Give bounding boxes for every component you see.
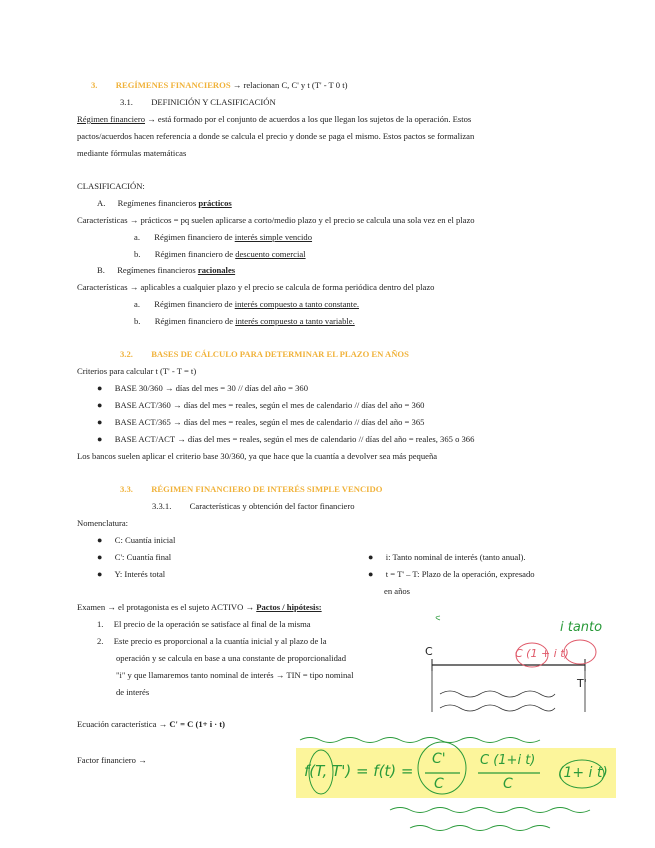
- handwritten-frac2-den: C: [503, 776, 513, 792]
- bases-note: Los bancos suelen aplicar el criterio base 30/360, ya que hace que la cuantía a devolver sea más pequeña: [77, 451, 438, 461]
- handwritten-frac1-num: C': [432, 751, 446, 767]
- nomen-left-3-text: Y: Interés total: [114, 569, 166, 579]
- definition-text-1: → está formado por el conjunto de acuerdos a los que llegan los sujetos de la operación. Estos: [147, 114, 472, 124]
- definition-term: Régimen financiero: [77, 114, 146, 124]
- exam-point-1-number: 1.: [97, 619, 104, 629]
- section-3-2-number: 3.2.: [120, 349, 133, 359]
- note-scribble-2: [440, 705, 555, 711]
- bases-intro: Criterios para calcular t (T' - T = t): [77, 366, 197, 376]
- section-3-1-title: DEFINICIÓN Y CLASIFICACIÓN: [151, 97, 276, 107]
- bullet-icon: ●: [97, 417, 103, 427]
- class-b-item-1-underlined: interés compuesto a tanto constante.: [234, 299, 360, 309]
- bullet-icon: ●: [97, 535, 103, 545]
- class-a-item-2-letter: b.: [134, 249, 141, 259]
- exam-point-2-line-4: de interés: [116, 687, 150, 697]
- equation-formula: C' = C (1+ i · t): [169, 719, 225, 729]
- exam-point-2-number: 2.: [97, 636, 104, 646]
- bases-item-3-text: BASE ACT/365 → días del mes = reales, según el mes de calendario // días del año = 365: [114, 417, 425, 427]
- class-a-bold: prácticos: [198, 198, 232, 208]
- section-3-3-1-title: Características y obtención del factor financiero: [189, 501, 355, 511]
- nomen-left-1-text: C: Cuantía inicial: [114, 535, 176, 545]
- class-b-letter: B.: [97, 265, 105, 275]
- factor-label: Factor financiero →: [77, 755, 147, 765]
- nomen-right-2-text: t = T' – T: Plazo de la operación, expresado: [385, 569, 535, 579]
- class-b-item-2-text: Régimen financiero de: [154, 316, 236, 326]
- class-a-characteristics: Características → prácticos = pq suelen aplicarse a corto/medio plazo y el precio se calcula una sola vez en el plazo: [77, 215, 475, 225]
- class-b-bold: racionales: [197, 265, 236, 275]
- class-b-item-1-text: Régimen financiero de: [154, 299, 235, 309]
- section-3-3-1-number: 3.3.1.: [152, 501, 172, 511]
- note-scribble-1: [440, 691, 555, 697]
- handwritten-frac1-den: C: [434, 776, 444, 792]
- nomen-right-2-continuation: en años: [384, 586, 411, 596]
- handwritten-frac2-num: C (1+i t): [480, 753, 536, 768]
- green-note-line-1: [300, 738, 540, 743]
- class-a-item-1-text: Régimen financiero de: [154, 232, 235, 242]
- class-a-item-1-underlined: interés simple vencido: [234, 232, 313, 242]
- section-3-title: REGÍMENES FINANCIEROS: [115, 80, 231, 90]
- bases-item-1-text: BASE 30/360 → días del mes = 30 // días del año = 360: [114, 383, 309, 393]
- nomen-right-1-text: i: Tanto nominal de interés (tanto anual).: [385, 552, 526, 562]
- exam-point-1-text: El precio de la operación se satisface al final de la misma: [113, 619, 311, 629]
- bullet-icon: ●: [368, 569, 374, 579]
- ink-mark: [436, 616, 440, 620]
- handwritten-formula-result: (1+ i t): [558, 765, 608, 781]
- class-b-characteristics: Características → aplicables a cualquier plazo y el precio se calcula de forma periódica dentro del plazo: [77, 282, 435, 292]
- exam-point-2-line-3: "i" y que llamaremos tanto nominal de interés → TIN = tipo nominal: [116, 670, 354, 680]
- handwritten-c-label: C: [425, 645, 433, 658]
- nomen-left-2-text: C': Cuantía final: [114, 552, 172, 562]
- exam-intro-text: Examen → el protagonista es el sujeto ACTIVO →: [77, 602, 257, 612]
- section-3-number: 3.: [91, 80, 98, 90]
- green-note-line-3: [410, 826, 550, 831]
- class-b-text: Regímenes financieros: [117, 265, 198, 275]
- nomenclature-heading: Nomenclatura:: [77, 518, 129, 528]
- green-note-line-2: [390, 808, 590, 813]
- class-b-item-2-underlined: interés compuesto a tanto variable.: [235, 316, 355, 326]
- exam-intro-bold: Pactos / hipótesis:: [256, 602, 322, 612]
- bases-item-4-text: BASE ACT/ACT → días del mes = reales, según el mes de calendario // días del año = reales, 365 o 366: [114, 434, 475, 444]
- equation-label: Ecuación característica →: [77, 719, 170, 729]
- classification-heading: CLASIFICACIÓN:: [77, 181, 145, 191]
- bullet-icon: ●: [97, 569, 103, 579]
- section-3-1-number: 3.1.: [120, 97, 133, 107]
- handwritten-formula-left: f(T, T') = f(t) =: [304, 762, 414, 780]
- class-b-item-2-letter: b.: [134, 316, 141, 326]
- bullet-icon: ●: [368, 552, 374, 562]
- exam-point-2-line-2: operación y se calcula en base a una constante de proporcionalidad: [116, 653, 347, 663]
- class-a-text: Regímenes financieros: [117, 198, 199, 208]
- bullet-icon: ●: [97, 552, 103, 562]
- bullet-icon: ●: [97, 400, 103, 410]
- class-a-item-1-letter: a.: [134, 232, 140, 242]
- section-3-subtitle: → relacionan C, C' y t (T' - T 0 t): [232, 80, 348, 90]
- class-a-item-2-text: Régimen financiero de: [154, 249, 236, 259]
- class-a-letter: A.: [97, 198, 106, 208]
- bullet-icon: ●: [97, 434, 103, 444]
- handwritten-tprime-label: T': [577, 677, 587, 690]
- section-3-3-title: RÉGIMEN FINANCIERO DE INTERÉS SIMPLE VENCIDO: [151, 484, 383, 494]
- handwritten-i-label: i tanto: [560, 620, 603, 635]
- section-3-3-number: 3.3.: [120, 484, 133, 494]
- definition-line-3: mediante fórmulas matemáticas: [77, 148, 187, 158]
- definition-line-2: pactos/acuerdos hacen referencia a donde se calcula el precio y donde se paga el mismo. Estos pactos se formalizan: [77, 131, 475, 141]
- exam-point-2-text: Este precio es proporcional a la cuantía inicial y al plazo de la: [113, 636, 327, 646]
- class-b-item-1-letter: a.: [134, 299, 140, 309]
- class-a-item-2-underlined: descuento comercial: [235, 249, 306, 259]
- handwritten-top-formula: C (1 + i t): [515, 647, 569, 660]
- bullet-icon: ●: [97, 383, 103, 393]
- section-3-2-title: BASES DE CÁLCULO PARA DETERMINAR EL PLAZO EN AÑOS: [151, 349, 409, 359]
- bases-item-2-text: BASE ACT/360 → días del mes = reales, según el mes de calendario // días del año = 360: [114, 400, 425, 410]
